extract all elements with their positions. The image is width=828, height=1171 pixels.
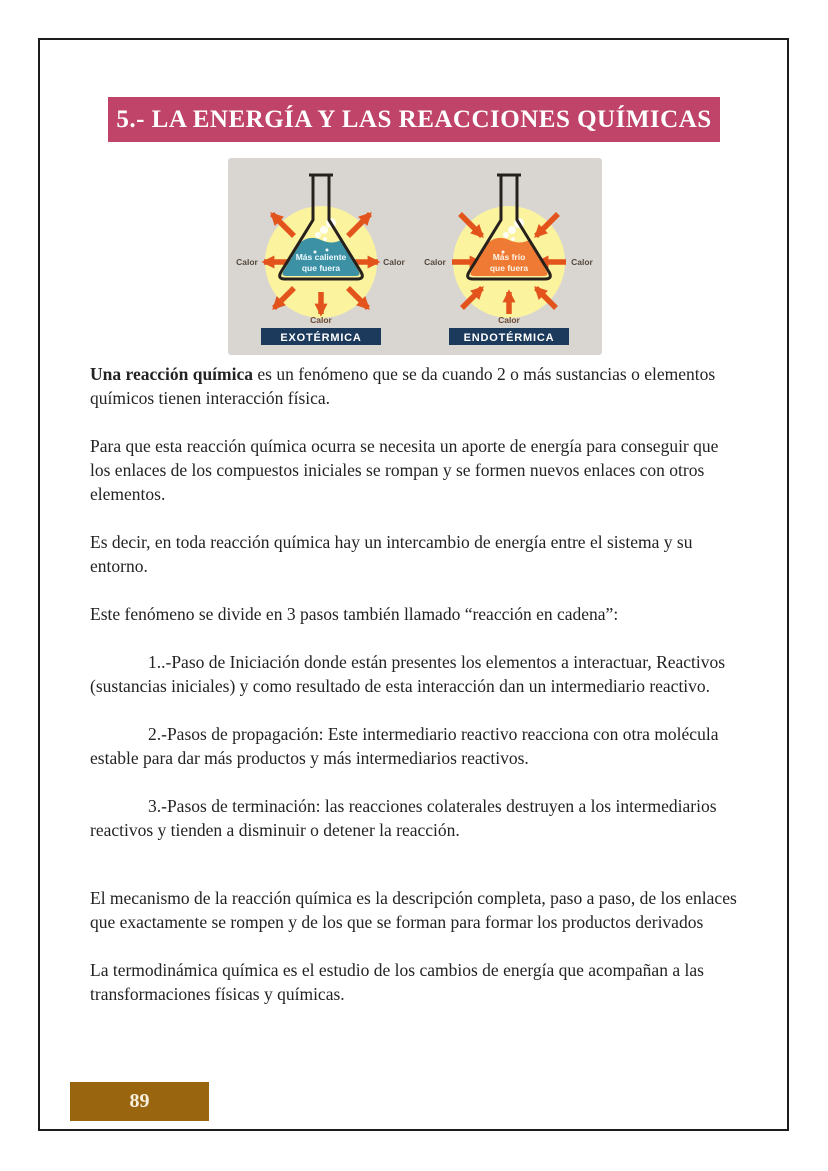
flask-inner-text-line2: que fuera bbox=[489, 263, 529, 273]
paragraph-energy-input: Para que esta reacción química ocurra se necesita un aporte de energía para conseguir que los enlaces de los compuestos iniciales se rompan y se formen nuevos enlaces con otros elementos. bbox=[90, 436, 719, 504]
paragraph-mechanism: El mecanismo de la reacción química es la descripción completa, paso a paso, de los enlaces que exactamente se rompen y de los que se forman para formar los productos derivados bbox=[90, 888, 737, 932]
section-title-banner: 5.- LA ENERGÍA Y LAS REACCIONES QUÍMICAS bbox=[108, 97, 720, 142]
heat-label-left: Calor bbox=[424, 257, 446, 267]
heat-label-right: Calor bbox=[383, 257, 405, 267]
paragraph-thermodynamics: La termodinámica química es el estudio de los cambios de energía que acompañan a las transformaciones físicas y químicas. bbox=[90, 960, 704, 1004]
page-number-badge: 89 bbox=[70, 1082, 209, 1121]
heat-label-left: Calor bbox=[236, 257, 258, 267]
exothermic-panel bbox=[236, 175, 405, 345]
heat-label-bottom: Calor bbox=[498, 315, 520, 325]
heat-label-bottom: Calor bbox=[310, 315, 332, 325]
flask-inner-text-line1: Más caliente bbox=[295, 252, 347, 262]
exo-endo-flasks-illustration bbox=[228, 162, 602, 352]
exothermic-caption: EXOTÉRMICA bbox=[280, 332, 362, 344]
flask-inner-text-line1: Más frío bbox=[492, 252, 526, 262]
paragraph-intro bbox=[90, 362, 740, 410]
heat-label-right: Calor bbox=[571, 257, 593, 267]
endothermic-caption: ENDOTÉRMICA bbox=[463, 332, 555, 344]
paragraph-intro-bold-lead: Una reacción química bbox=[90, 364, 254, 384]
list-item-initiation: 1..-Paso de Iniciación donde están presentes los elementos a interactuar, Reactivos (sustancias iniciales) y como resultado de esta interacción dan un intermediario reactivo. bbox=[90, 652, 726, 696]
flask-inner-text-line2: que fuera bbox=[301, 263, 341, 273]
document-body bbox=[90, 362, 740, 1030]
list-item-propagation: 2.-Pasos de propagación: Este intermediario reactivo reacciona con otra molécula estable para dar más productos y más intermediarios reactivos. bbox=[90, 724, 719, 768]
endothermic-panel bbox=[424, 175, 593, 345]
reaction-energy-figure bbox=[228, 158, 602, 355]
paragraph-intro-rest: es un fenómeno que se da cuando 2 o más sustancias o elementos químicos tienen interacción física. bbox=[90, 364, 716, 408]
paragraph-energy-exchange: Es decir, en toda reacción química hay un intercambio de energía entre el sistema y su entorno. bbox=[90, 532, 693, 576]
list-item-termination: 3.-Pasos de terminación: las reacciones colaterales destruyen a los intermediarios reactivos y tienden a disminuir o detener la reacción. bbox=[90, 796, 717, 840]
paragraph-chain-reaction: Este fenómeno se divide en 3 pasos también llamado “reacción en cadena”: bbox=[90, 604, 619, 624]
